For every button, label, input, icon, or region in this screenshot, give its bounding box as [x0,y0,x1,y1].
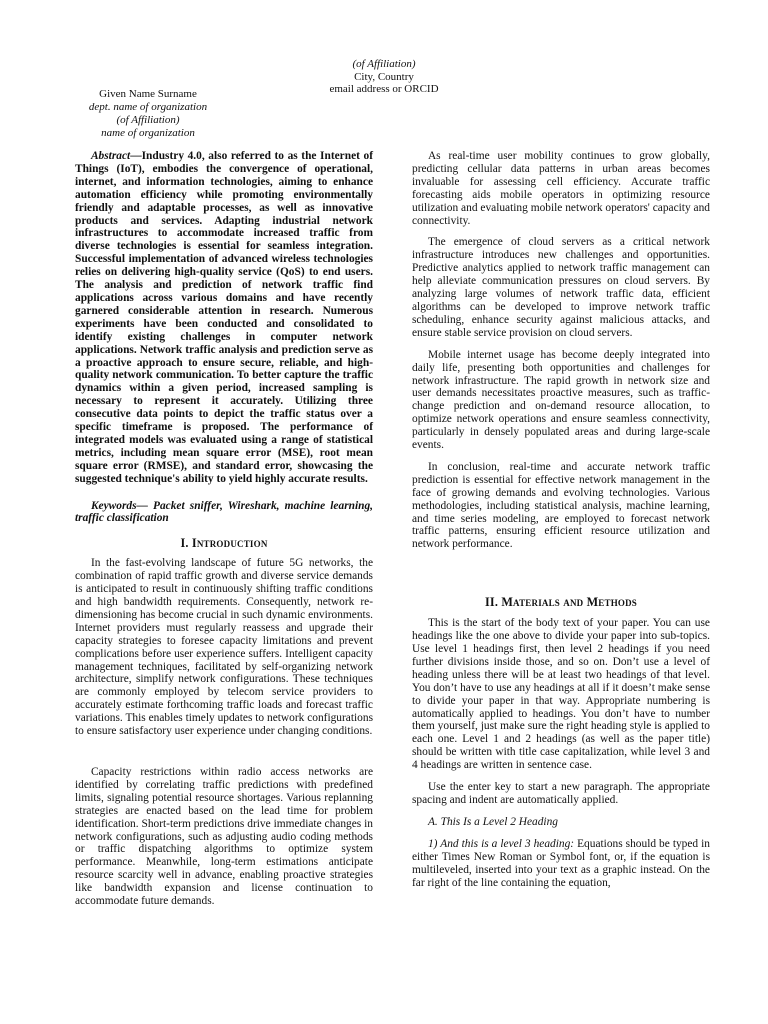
left-column [75,150,373,917]
affiliation-line: (of Affiliation) [352,58,416,70]
methods-paragraph-3 [412,838,710,890]
section-heading-introduction: I. Introduction [180,536,268,551]
intro-paragraph-1: In the fast-evolving landscape of future 5G networks, the combination of rapid traffic growth and diverse service demands is anticipated to result in continuously shifting traffic conditions and high bandwidth requirements. Consequently, network re-dimensioning has become crucial in such dynamic environments. Internet providers must regularly reassess and upgrade their capacity strategies to foresee capacity limitations and prevent complications before user experience suffers. Intelligent capacity management techniques, facilitated by self-organizing network architecture, simplify network configurations. These techniques are commonly employed by telecom service providers to accurately estimate forthcoming traffic loads and forecast traffic variations. This enables timely updates to network configurations to ensure satisfactory user experience under changing conditions. [75,557,373,738]
author-block-right [300,58,468,96]
intro-paragraph-4: The emergence of cloud servers as a critical network infrastructure introduces new challenges and opportunities. Predictive analytics applied to network traffic management can help alleviate communication pressures on cloud servers. By analyzing large volumes of network traffic data, efficient algorithms can be developed to improve network traffic scheduling, enhance security against malicious attacks, and ensure stable service provision on cloud servers. [412,236,710,339]
abstract [75,150,373,486]
city-country: City, Country [354,70,414,83]
abstract-lead: Abstract [90,150,131,162]
section-heading-methods: II. Materials and Methods [484,595,638,610]
email-line: email address or ORCID [329,83,439,95]
methods-paragraph-2: Use the enter key to start a new paragraph. The appropriate spacing and indent are automatically applied. [412,781,710,806]
intro-paragraph-5: Mobile internet usage has become deeply integrated into daily life, presenting both opportunities and challenges for network infrastructure. The rapid growth in network size and user demands necessitates proactive measures, such as traffic-change prediction and on-demand resource allocation, to optimize network operations and ensure seamless connectivity, particularly in densely populated areas and during large-scale events. [412,348,710,452]
intro-paragraph-3: As real-time user mobility continues to grow globally, predicting cellular data patterns in urban areas becomes invaluable for assessing cell efficiency. Accurate traffic forecasting aids mobile operators in optimizing resource utilization and evaluating mobile network operators' capacity and connectivity. [412,150,710,227]
affiliation-line: (of Affiliation) [116,114,180,126]
methods-paragraph-3-text: Equations should be typed in either Times New Roman or Symbol font, or, if the equation is multileveled, inserted into your text as a graphic instead. On the far right of the line containing the equation, [412,837,710,889]
keywords: Keywords— Packet sniffer, Wireshark, machine learning, traffic classification [75,499,373,525]
section-introduction [75,537,373,908]
org-name: name of organization [101,127,195,139]
intro-paragraph-2: Capacity restrictions within radio access networks are identified by correlating traffic predictions with predefined limits, signaling potential resource shortages. Various replanning strategies are enacted based on the lead time for problem identification. Short-term predictions drive immediate changes in network configurations, such as adjusting audio coding methods or traffic dispatching algorithms to optimize system performance. Meanwhile, long-term estimations anticipate resource scarcity well in advance, enabling proactive strategies like bandwidth expansion and license continuation to accommodate future demands. [75,765,373,908]
subsection-heading-level2: A. This Is a Level 2 Heading [427,815,558,828]
subsubsection-heading-level3: 1) And this is a level 3 heading: [427,837,575,850]
methods-paragraph-1: This is the start of the body text of your paper. You can use headings like the one above to divide your paper into sub-topics. Use level 1 headings first, then level 2 headings if you need further divisions inside those, and so on. Don’t use a level of heading unless there will be at least two headings of that level. You don’t have to use any headings at all if it doesn’t make sense to divide your paper in that way. Appropriate numbering is automatically applied to headings. You don’t have to number them yourself, just make sure the right heading style is applied to each one. Level 1 and 2 headings (as well as the paper title) should be written with title case capitalization, while level 3 and 4 headings are written in sentence case. [412,617,710,772]
intro-paragraph-6: In conclusion, real-time and accurate network traffic prediction is essential for effective network management in the face of growing demands and evolving technologies. Various methodologies, including statistical analysis, machine learning, and time series modeling, are employed to forecast network traffic patterns, ensuring efficient resource utilization and network performance. [412,460,710,551]
abstract-text: —Industry 4.0, also referred to as the Internet of Things (IoT), embodies the convergence of operational, internet, and information technologies, aiming to enhance automation efficiency while promoting environmentally friendly and adaptable processes, as well as innovative products and services. Adapting industrial network infrastructures to accommodate increased traffic from diverse technologies is essential for seamless integration. Successful implementation of advanced wireless technologies relies on delivering high-quality service (QoS) to end users. The analysis and prediction of network traffic find applications across various domains and have recently garnered considerable attention in research. Numerous experiments have been conducted and consolidated to identify existing challenges in computer network applications. Network traffic analysis and prediction serve as a proactive approach to ensure secure, reliable, and high-quality network communication. To better capture the traffic dynamics within a given period, increased sampling is necessary to represent it accurately. Utilizing three consecutive data points to depict the traffic status over a specific timeframe is proposed. The performance of integrated models was evaluated using a range of statistical metrics, including mean square error (MSE), root mean square error (RMSE), and standard error, showcasing the suggested technique's ability to yield highly accurate results. [75,150,373,485]
right-column [412,150,710,898]
dept-name: dept. name of organization [88,101,208,113]
author-block-left [60,88,236,140]
author-name: Given Name Surname [99,88,197,100]
